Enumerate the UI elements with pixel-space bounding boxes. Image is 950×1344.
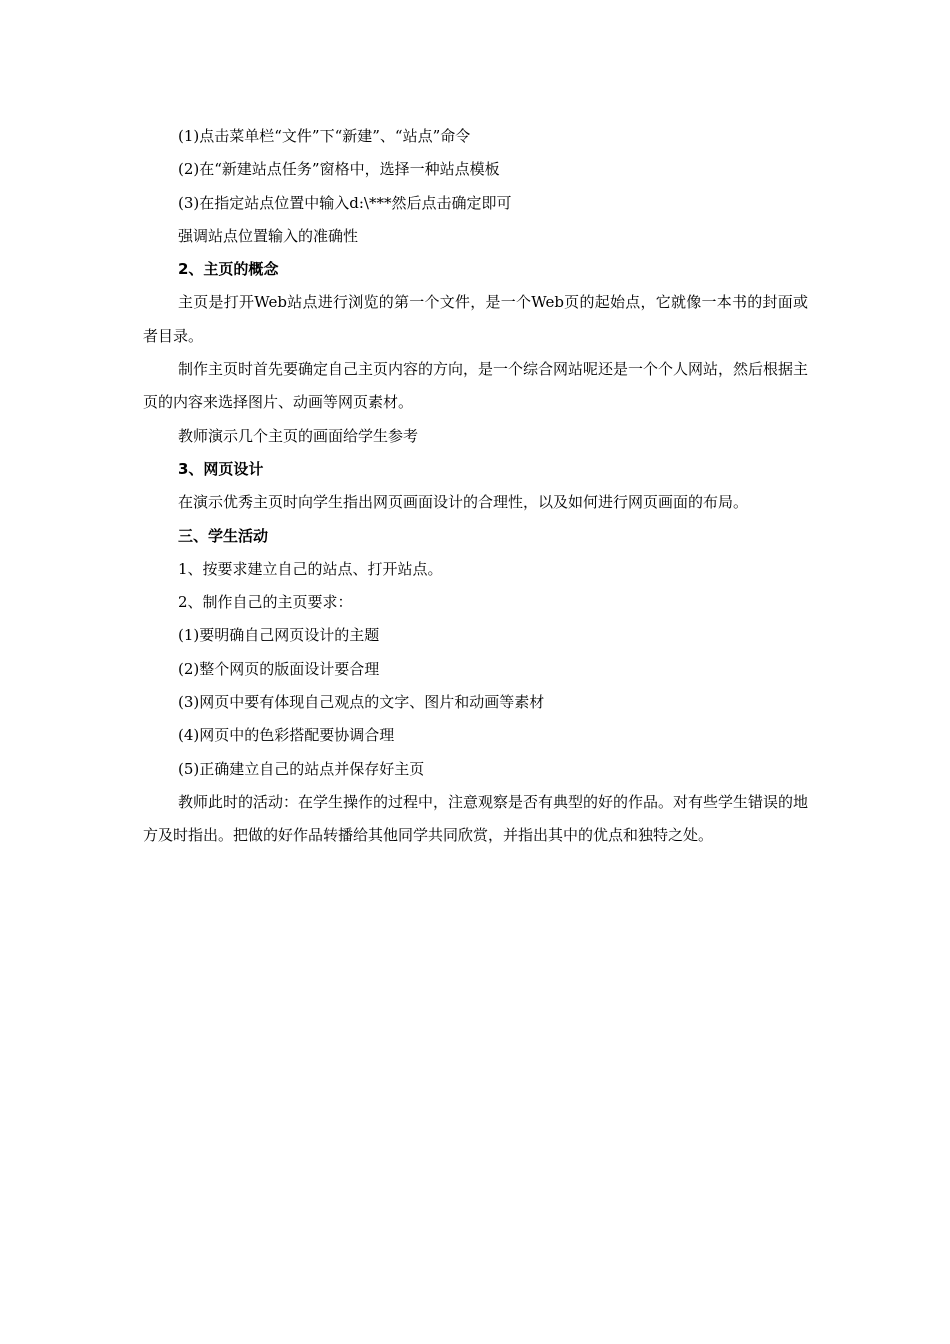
step-2-text: (2)在“新建站点任务”窗格中，选择一种站点模板: [178, 160, 500, 179]
section-heading-activity: 三、学生活动: [178, 526, 269, 545]
activity-item: 2、制作自己的主页要求：: [178, 593, 353, 612]
step-3-text: (3)在指定站点位置中输入d:\***然后点击确定即可: [178, 193, 512, 212]
requirement-item: (4)网页中的色彩搭配要协调合理: [178, 726, 395, 745]
section-heading-design: 3、网页设计: [178, 459, 264, 478]
requirement-item: (1)要明确自己网页设计的主题: [178, 626, 380, 645]
paragraph-teacher-activity: 教师此时的活动：在学生操作的过程中，注意观察是否有典型的好的作品。对有些学生错误的地方及时指出。把做的好作品转播给其他同学共同欣赏，并指出其中的优点和独特之处。: [143, 792, 809, 845]
step-1-text: (1)点击菜单栏“文件”下“新建”、“站点”命令: [178, 127, 471, 145]
requirement-item: (3)网页中要有体现自己观点的文字、图片和动画等素材: [178, 693, 545, 712]
section-heading-homepage: 2、主页的概念: [178, 260, 279, 279]
activity-item: 1、按要求建立自己的站点、打开站点。: [178, 559, 443, 578]
paragraph-homepage-direction: 制作主页时首先要确定自己主页内容的方向，是一个综合网站呢还是一个个人网站，然后根据主页的内容来选择图片、动画等网页素材。: [143, 360, 809, 412]
paragraph-design: 在演示优秀主页时向学生指出网页画面设计的合理性，以及如何进行网页画面的布局。: [178, 493, 749, 512]
teacher-demo-note: 教师演示几个主页的画面给学生参考: [178, 426, 419, 445]
document-page: [143, 120, 808, 853]
paragraph-homepage-definition: 主页是打开Web站点进行浏览的第一个文件，是一个Web页的起始点，它就像一本书的封面或者目录。: [143, 293, 808, 345]
requirement-item: (5)正确建立自己的站点并保存好主页: [178, 759, 425, 778]
requirement-item: (2)整个网页的版面设计要合理: [178, 659, 380, 678]
emphasis-note: 强调站点位置输入的准确性: [178, 226, 359, 245]
